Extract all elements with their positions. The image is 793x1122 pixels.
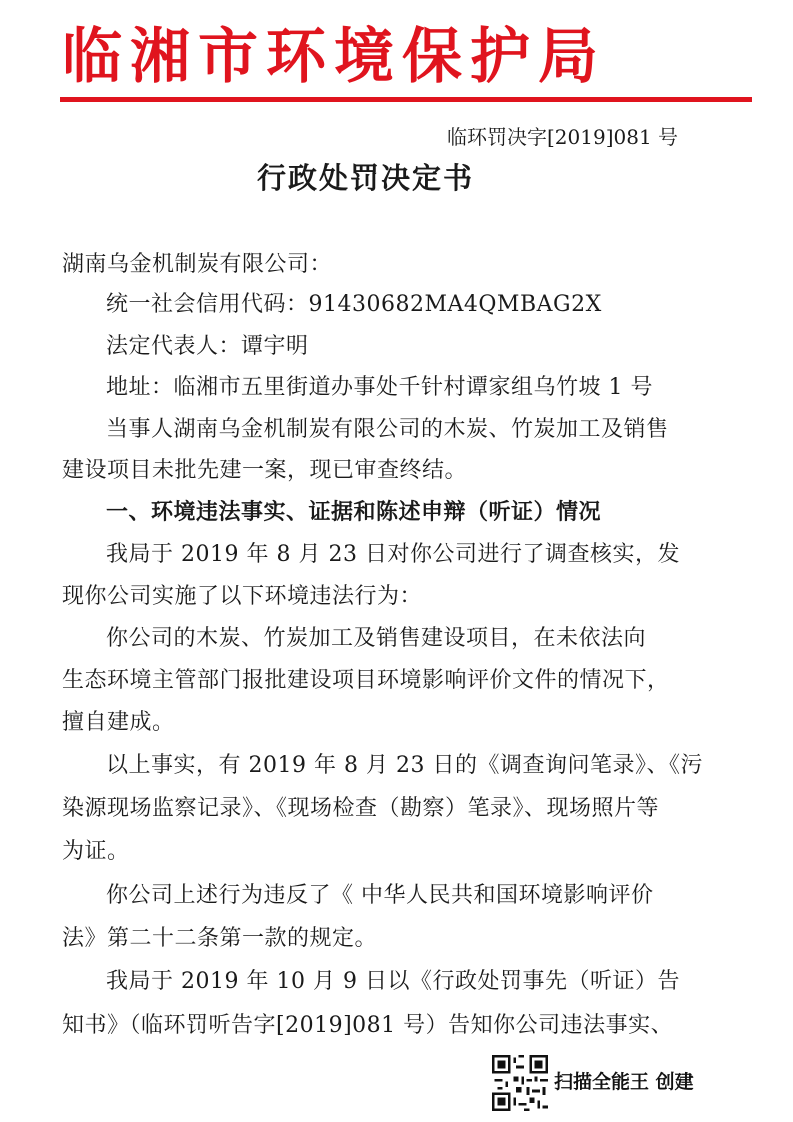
body-line: 生态环境主管部门报批建设项目环境影响评价文件的情况下， xyxy=(62,668,670,693)
letterhead-divider xyxy=(60,97,752,102)
body-line: 建设项目未批先建一案，现已审查终结。 xyxy=(62,458,468,483)
body-line: 我局于 2019 年 10 月 9 日以《行政处罚事先（听证）告 xyxy=(106,969,680,994)
body-line: 知书》（临环罚听告字[2019]081 号）告知你公司违法事实、 xyxy=(62,1013,674,1038)
body-line: 擅自建成。 xyxy=(62,710,175,735)
body-line: 你公司的木炭、竹炭加工及销售建设项目，在未依法向 xyxy=(106,626,647,651)
body-line: 为证。 xyxy=(62,839,130,864)
party-name: 湖南乌金机制炭有限公司： xyxy=(62,252,333,277)
document-title: 行政处罚决定书 xyxy=(257,161,475,195)
qr-code-icon xyxy=(492,1055,548,1111)
body-line: 染源现场监察记录》、《现场检查（勘察）笔录》、现场照片等 xyxy=(62,796,660,821)
legal-representative: 法定代表人：谭宇明 xyxy=(106,334,309,359)
agency-letterhead: 临湘市环境保护局 xyxy=(62,22,606,92)
watermark-text: 扫描全能王 创建 xyxy=(554,1071,694,1093)
credit-code: 统一社会信用代码：91430682MA4QMBAG2X xyxy=(106,292,602,317)
body-line: 法》第二十二条第一款的规定。 xyxy=(62,926,378,951)
body-line: 你公司上述行为违反了《 中华人民共和国环境影响评价 xyxy=(106,883,654,908)
body-line: 现你公司实施了以下环境违法行为： xyxy=(62,584,423,609)
scanner-watermark xyxy=(492,1055,752,1111)
section-heading: 一、环境违法事实、证据和陈述申辩（听证）情况 xyxy=(106,500,602,525)
body-line: 我局于 2019 年 8 月 23 日对你公司进行了调查核实，发 xyxy=(106,542,680,567)
body-line: 当事人湖南乌金机制炭有限公司的木炭、竹炭加工及销售 xyxy=(106,417,669,442)
document-number: 临环罚决字[2019]081 号 xyxy=(447,125,679,149)
party-address: 地址：临湘市五里街道办事处千针村谭家组乌竹坡 1 号 xyxy=(106,375,653,400)
body-line: 以上事实，有 2019 年 8 月 23 日的《调查询问笔录》、《污 xyxy=(106,753,703,778)
